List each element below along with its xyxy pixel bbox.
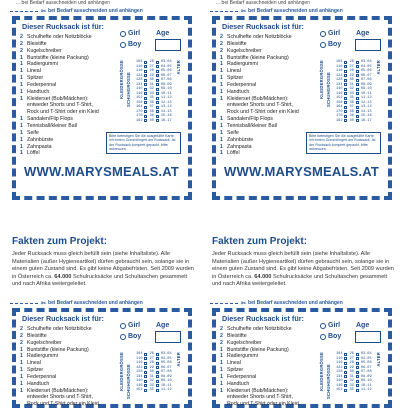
table-row: 122 29 06-07 [136, 73, 172, 78]
website-url[interactable]: WWW.MARYSMEALS.AT [24, 164, 180, 179]
table-row: 182 40 16-17 [336, 118, 372, 123]
dashed-line [10, 303, 38, 304]
age-label: Age [156, 30, 170, 37]
list-item: 2 Schulhefte oder Notizblöcke [220, 326, 292, 332]
list-item: 1 Tennisball/kleiner Ball [20, 122, 77, 129]
quadrant-bottom-right [200, 200, 400, 408]
list-item: 1 Handtuch [20, 380, 50, 387]
list-item: 1 Tennisball/kleiner Ball [220, 122, 277, 129]
table-row: 152 35 11-12 [136, 96, 172, 100]
list-item: 1 Sandalen/Flip Flops [20, 116, 73, 123]
table-row: 140 32 09-10 [336, 379, 372, 383]
facts-paragraph: Jeder Rucksack muss gleich befüllt sein (siehe Inhaltsliste). Alle Materialien (außer Hygieneartikel) dürfen gebraucht sein, solange sie in einem guten Zustand sind. Es gibt keine Abgabefristen. Seit 2009 wurden in Österreich ca. 64.000 Schulrucksäcke und Schultaschen gesammelt und nach Afrika weitergeleitet. [12, 251, 194, 288]
table-row: 110 27 04-05 [136, 356, 172, 361]
list-item: 1 Lineal [220, 360, 241, 367]
table-row: 110 27 04-05 [336, 356, 372, 361]
intro-tail: ... bei Bedarf ausschneiden und anhängen [16, 0, 110, 6]
list-item: 2 Schulhefte oder Notizblöcke [220, 34, 292, 40]
list-item: 1 Lineal [20, 360, 41, 367]
quadrant-top-left [0, 0, 200, 200]
age-label: Age [356, 30, 370, 37]
table-row: 110 27 04-05 [136, 64, 172, 69]
boy-option[interactable]: Boy [120, 41, 141, 48]
list-item: 1 Zahnpasta [220, 143, 252, 150]
facts-paragraph: Jeder Rucksack muss gleich befüllt sein (siehe Inhaltsliste). Alle Materialien (außer Hygieneartikel) dürfen gebraucht sein, solange sie in einem guten Zustand sind. Es gibt keine Abgabefristen. Seit 2009 wurden in Österreich ca. 64.000 Schulrucksäcke und Schultaschen gesammelt und nach Afrika weitergeleitet. [212, 251, 394, 288]
instruction-note: Bitte befestigen Sie die ausgefüllte Karte mit einem Gummiringerl am Rucksack. Ist der Rucksack komplett gepackt, bitte ankreuzen. [306, 132, 381, 154]
cut-line [10, 299, 196, 307]
table-row: 152 35 11-12 [336, 96, 372, 100]
shoe-label: SCHUHGRÖSSE [126, 364, 131, 400]
list-item: 1 Handtuch [220, 380, 250, 387]
girl-option[interactable]: Girl [320, 322, 340, 329]
table-row: 176 39 15-16 [336, 114, 372, 118]
table-row: 128 30 07-08 [136, 370, 172, 374]
list-item: 1 Seife [220, 129, 239, 136]
list-item: 2 Kugelschreiber [220, 339, 262, 346]
cut-label: bei Bedarf ausschneiden und anhängen [248, 300, 343, 306]
radio-circle-icon [320, 323, 326, 329]
girl-option[interactable]: Girl [320, 30, 340, 37]
card-title: Dieser Rucksack ist für: [222, 22, 304, 31]
card-title: Dieser Rucksack ist für: [222, 314, 304, 323]
item-list [220, 326, 318, 408]
boy-option[interactable]: Boy [320, 333, 341, 340]
intro-tail: ... bei Bedarf ausschneiden und anhängen [216, 0, 310, 6]
list-item: 1 Zahnbürste [20, 136, 54, 143]
table-row: 122 29 06-07 [336, 73, 372, 78]
list-item: 1 Kleiderset (Bub/Mädchen): [20, 387, 89, 394]
age-field[interactable] [155, 39, 181, 51]
table-row: 164 37 13-14 [336, 105, 372, 109]
backpack-card [12, 308, 192, 408]
age-vert-label: ALTER [176, 352, 181, 367]
list-item: 2 Kugelschreiber [20, 47, 62, 54]
list-item: 1 Kleiderset (Bub/Mädchen): [220, 387, 289, 394]
table-row: 104 26 03-04 [336, 60, 372, 64]
cut-label: bei Bedarf ausschneiden und anhängen [48, 8, 143, 14]
list-item: 1 Zahnbürste [220, 136, 254, 143]
card-title: Dieser Rucksack ist für: [22, 22, 104, 31]
list-item: 1 Handtuch [20, 88, 50, 95]
list-item: 1 Löffel [220, 150, 240, 157]
table-row: 146 33 10-11 [136, 91, 172, 96]
size-label: KLEIDERGRÖSSE [319, 352, 324, 391]
table-row: 122 29 06-07 [336, 365, 372, 370]
age-field[interactable] [155, 331, 181, 343]
list-item: 2 Bleistifte [20, 332, 47, 339]
list-item: 2 Schulhefte oder Notizblöcke [20, 326, 92, 332]
quadrant-bottom-left [0, 200, 200, 408]
instruction-note: Bitte befestigen Sie die ausgefüllte Karte mit einem Gummiringerl am Rucksack. Ist der Rucksack komplett gepackt, bitte ankreuzen. [106, 132, 181, 154]
list-item: 1 Radiergummi [220, 353, 258, 360]
table-row: 152 35 11-12 [136, 388, 172, 392]
list-item: Rock und T-Shirt oder ein Kleid [227, 401, 299, 408]
list-item: 1 Spitzer [220, 367, 244, 374]
list-item: 1 Kleiderset (Bub/Mädchen): [20, 95, 89, 102]
facts-heading: Fakten zum Projekt: [212, 236, 308, 247]
list-item: 1 Seife [20, 129, 39, 136]
list-item: Rock und T-Shirt oder ein Kleid [27, 401, 99, 408]
age-label: Age [356, 322, 370, 329]
scissors-icon: ✂ [41, 8, 47, 15]
table-row: 134 31 08-09 [336, 374, 372, 379]
radio-circle-icon [120, 323, 126, 329]
list-item: 1 Handtuch [220, 88, 250, 95]
age-vert-label: ALTER [376, 352, 381, 367]
age-vert-label: ALTER [176, 60, 181, 75]
list-item: 1 Federpennal [220, 373, 257, 380]
item-list [20, 34, 118, 157]
list-item: 1 Kleiderset (Bub/Mädchen): [220, 95, 289, 102]
backpack-card [12, 16, 192, 200]
cut-label: bei Bedarf ausschneiden und anhängen [48, 300, 143, 306]
list-item: 1 Spitzer [20, 75, 44, 82]
scissors-icon: ✂ [41, 300, 47, 307]
list-item: 2 Kugelschreiber [20, 339, 62, 346]
list-item: entweder Shorts und T-Shirt, [27, 394, 93, 401]
backpack-card [212, 308, 392, 408]
table-row: 134 31 08-09 [336, 82, 372, 87]
radio-circle-icon [320, 42, 326, 48]
facts-heading: Fakten zum Projekt: [12, 236, 108, 247]
list-item: 1 Buntstifte (kleine Packung) [220, 54, 289, 61]
table-row: 146 33 10-11 [136, 383, 172, 388]
list-item: 2 Bleistifte [220, 40, 247, 47]
table-row: 140 32 09-10 [336, 87, 372, 91]
card-title: Dieser Rucksack ist für: [22, 314, 104, 323]
shoe-label: SCHUHGRÖSSE [126, 72, 131, 108]
dashed-line [210, 303, 238, 304]
quadrant-top-right [200, 0, 400, 200]
shoe-label: SCHUHGRÖSSE [326, 364, 331, 400]
table-row: 176 39 15-16 [136, 114, 172, 118]
radio-circle-icon [120, 42, 126, 48]
table-row: 116 28 05-06 [136, 69, 172, 73]
list-item: 1 Buntstifte (kleine Packung) [220, 346, 289, 353]
scissors-icon: ✂ [241, 8, 247, 15]
age-field[interactable] [355, 39, 381, 51]
age-vert-label: ALTER [376, 60, 381, 75]
website-url[interactable]: WWW.MARYSMEALS.AT [224, 164, 380, 179]
size-table [136, 352, 172, 393]
table-row: 128 30 07-08 [336, 78, 372, 82]
list-item: 2 Bleistifte [220, 332, 247, 339]
list-item: 1 Löffel [20, 150, 40, 157]
table-row: 146 33 10-11 [336, 91, 372, 96]
list-item: Rock und T-Shirt oder ein Kleid [27, 109, 99, 116]
list-item: entweder Shorts und T-Shirt, [27, 102, 93, 109]
girl-option[interactable]: Girl [120, 30, 140, 37]
table-row: 104 26 03-04 [136, 352, 172, 356]
cut-line [210, 7, 396, 15]
size-table [336, 60, 372, 123]
size-table [136, 60, 172, 123]
size-label: KLEIDERGRÖSSE [119, 352, 124, 391]
list-item: 2 Schulhefte oder Notizblöcke [20, 34, 92, 40]
radio-circle-icon [320, 334, 326, 340]
list-item: 1 Radiergummi [20, 353, 58, 360]
boy-option[interactable]: Boy [320, 41, 341, 48]
boy-option[interactable]: Boy [120, 333, 141, 340]
list-item: 1 Radiergummi [20, 61, 58, 68]
cut-label: bei Bedarf ausschneiden und anhängen [248, 8, 343, 14]
dashed-line [10, 11, 38, 12]
size-table [336, 352, 372, 393]
table-row: 104 26 03-04 [336, 352, 372, 356]
list-item: 1 Sandalen/Flip Flops [220, 116, 273, 123]
table-row: 128 30 07-08 [136, 78, 172, 82]
table-row: 110 27 04-05 [336, 64, 372, 69]
shoe-label: SCHUHGRÖSSE [326, 72, 331, 108]
item-list [20, 326, 118, 408]
cut-line [10, 7, 196, 15]
list-item: 1 Buntstifte (kleine Packung) [20, 54, 89, 61]
table-row: 140 32 09-10 [136, 379, 172, 383]
backpack-card [212, 16, 392, 200]
radio-circle-icon [320, 31, 326, 37]
age-field[interactable] [355, 331, 381, 343]
age-label: Age [156, 322, 170, 329]
size-label: KLEIDERGRÖSSE [119, 60, 124, 99]
scissors-icon: ✂ [241, 300, 247, 307]
list-item: entweder Shorts und T-Shirt, [227, 102, 293, 109]
table-row: 116 28 05-06 [336, 361, 372, 365]
dashed-line [210, 11, 238, 12]
list-item: 1 Lineal [20, 68, 41, 75]
table-row: 122 29 06-07 [136, 365, 172, 370]
list-item: 1 Federpennal [220, 81, 257, 88]
radio-circle-icon [120, 31, 126, 37]
cut-line [210, 299, 396, 307]
table-row: 182 40 16-17 [136, 118, 172, 123]
table-row: 158 36 12-13 [336, 100, 372, 105]
list-item: 1 Spitzer [220, 75, 244, 82]
table-row: 146 33 10-11 [336, 383, 372, 388]
table-row: 170 38 14-15 [136, 109, 172, 114]
table-row: 158 36 12-13 [136, 100, 172, 105]
list-item: 2 Kugelschreiber [220, 47, 262, 54]
radio-circle-icon [120, 334, 126, 340]
list-item: 1 Spitzer [20, 367, 44, 374]
table-row: 140 32 09-10 [136, 87, 172, 91]
list-item: entweder Shorts und T-Shirt, [227, 394, 293, 401]
table-row: 116 28 05-06 [336, 69, 372, 73]
table-row: 134 31 08-09 [136, 374, 172, 379]
list-item: Rock und T-Shirt oder ein Kleid [227, 109, 299, 116]
list-item: 1 Federpennal [20, 373, 57, 380]
table-row: 152 35 11-12 [336, 388, 372, 392]
table-row: 128 30 07-08 [336, 370, 372, 374]
table-row: 116 28 05-06 [136, 361, 172, 365]
table-row: 170 38 14-15 [336, 109, 372, 114]
item-list [220, 34, 318, 157]
list-item: 1 Lineal [220, 68, 241, 75]
list-item: 1 Federpennal [20, 81, 57, 88]
table-row: 104 26 03-04 [136, 60, 172, 64]
table-row: 134 31 08-09 [136, 82, 172, 87]
list-item: 2 Bleistifte [20, 40, 47, 47]
list-item: 1 Radiergummi [220, 61, 258, 68]
size-label: KLEIDERGRÖSSE [319, 60, 324, 99]
girl-option[interactable]: Girl [120, 322, 140, 329]
list-item: 1 Zahnpasta [20, 143, 52, 150]
list-item: 1 Buntstifte (kleine Packung) [20, 346, 89, 353]
table-row: 164 37 13-14 [136, 105, 172, 109]
